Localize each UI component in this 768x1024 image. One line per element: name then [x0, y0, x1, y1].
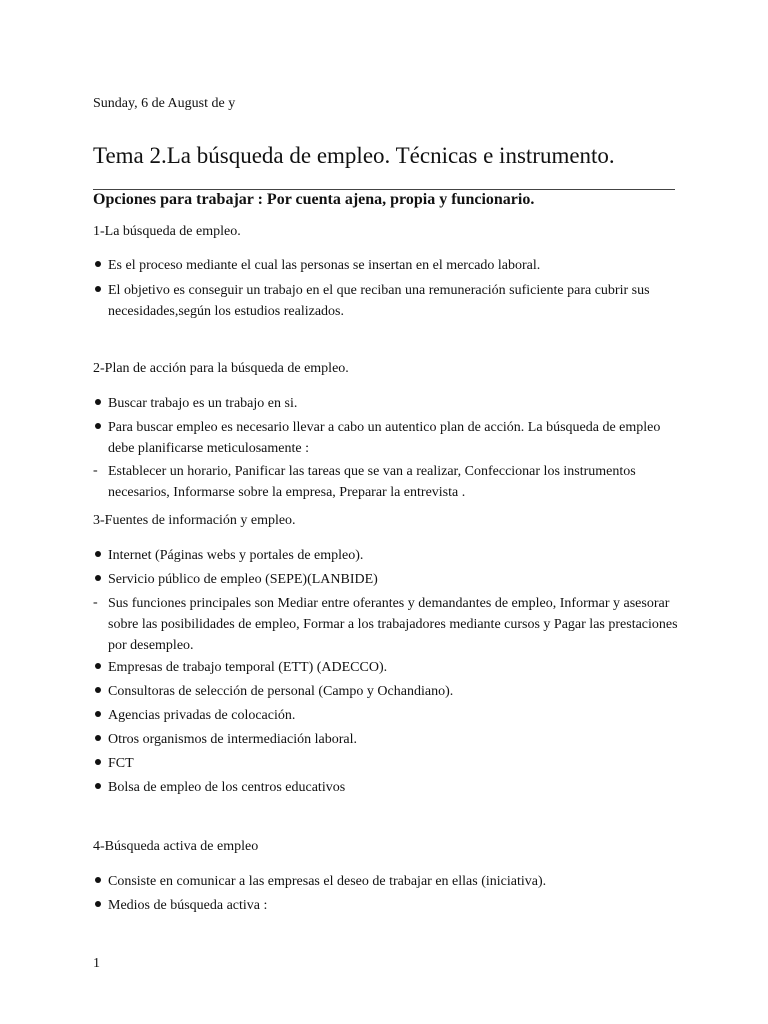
list-item-text: Para buscar empleo es necesario llevar a cabo un autentico plan de acción. La búsqueda de empleo debe planificarse meticulosamente : — [108, 420, 661, 456]
list-item-text: Empresas de trabajo temporal (ETT) (ADECCO). — [108, 660, 388, 675]
date-line: Sunday, 6 de August de y — [93, 96, 236, 111]
section-heading-3: 3-Fuentes de información y empleo. — [93, 513, 296, 528]
list-item — [93, 729, 683, 750]
list-item — [93, 417, 683, 459]
list-item-text: Otros organismos de intermediación laboral. — [108, 732, 357, 747]
list-item-text: Buscar trabajo es un trabajo en si. — [108, 396, 298, 411]
list-item — [93, 681, 683, 702]
list-item — [93, 871, 683, 892]
section-heading-4: 4-Búsqueda activa de empleo — [93, 839, 259, 854]
list-item — [93, 895, 683, 916]
list-item — [93, 777, 683, 798]
list-item — [93, 705, 683, 726]
section-heading-2: 2-Plan de acción para la búsqueda de empleo. — [93, 361, 349, 376]
page-number: 1 — [93, 956, 100, 971]
list-item-text: Consiste en comunicar a las empresas el deseo de trabajar en ellas (iniciativa). — [108, 874, 547, 889]
document-subtitle: Opciones para trabajar : Por cuenta ajena, propia y funcionario. — [93, 191, 535, 208]
list-item-text: FCT — [108, 756, 134, 771]
list-item-text: Servicio público de empleo (SEPE)(LANBIDE) — [108, 572, 378, 587]
list-item — [93, 657, 683, 678]
list-item-text: Internet (Páginas webs y portales de empleo). — [108, 548, 364, 563]
list-item — [93, 753, 683, 774]
list-item-text: El objetivo es conseguir un trabajo en el que reciban una remuneración suficiente para cubrir sus necesidades,según los estudios realizados. — [108, 283, 650, 319]
list-item-text: Establecer un horario, Panificar las tareas que se van a realizar, Confeccionar los instrumentos necesarios, Informarse sobre la empresa, Preparar la entrevista . — [108, 464, 636, 500]
list-item-text: Es el proceso mediante el cual las personas se insertan en el mercado laboral. — [108, 258, 541, 273]
list-item — [93, 569, 683, 590]
list-item — [93, 280, 683, 322]
list-item-text: Agencias privadas de colocación. — [108, 708, 296, 723]
section-heading-1: 1-La búsqueda de empleo. — [93, 224, 241, 239]
list-item-text: Sus funciones principales son Mediar entre oferantes y demandantes de empleo, Informar y asesorar sobre las posibilidades de empleo, Formar a los trabajadores mediante cursos y Pagar las prestaciones por desempleo. — [108, 596, 678, 653]
list-item — [93, 255, 683, 276]
list-item-text: Consultoras de selección de personal (Campo y Ochandiano). — [108, 684, 454, 699]
list-item-text: Bolsa de empleo de los centros educativos — [108, 780, 346, 795]
list-item — [93, 393, 683, 414]
title-rule — [93, 189, 675, 190]
list-item — [93, 545, 683, 566]
list-item-text: Medios de búsqueda activa : — [108, 898, 268, 913]
list-item: - Sus funciones principales son Mediar entre oferantes y demandantes de empleo, Informar y asesorar sobre las posibilidades de empleo, Formar a los trabajadores mediante cursos y Pagar las prestaciones por desempleo. — [93, 593, 683, 656]
list-item: - Establecer un horario, Panificar las tareas que se van a realizar, Confeccionar los instrumentos necesarios, Informarse sobre la empresa, Preparar la entrevista . — [93, 461, 683, 503]
document-title: Tema 2.La búsqueda de empleo. Técnicas e instrumento. — [93, 143, 615, 168]
